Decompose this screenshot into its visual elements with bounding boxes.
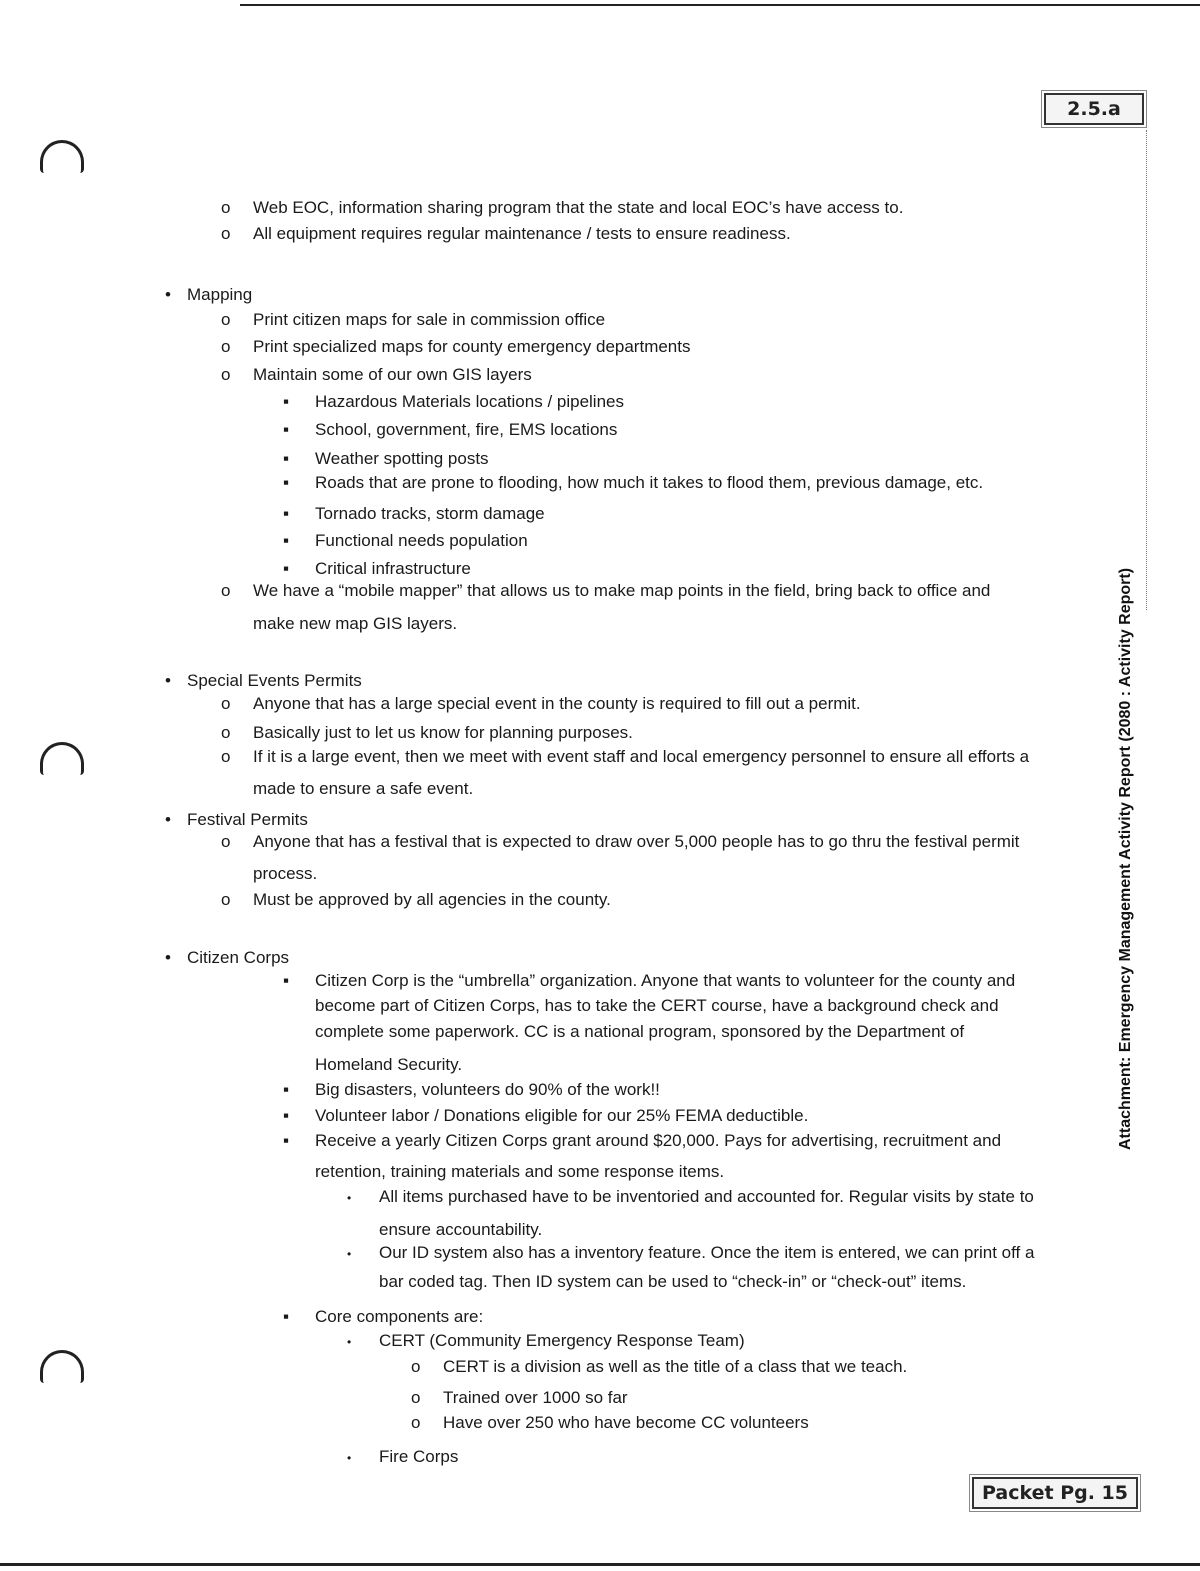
circle-bullet-icon [221, 335, 230, 359]
document-line: Functional needs population [315, 531, 528, 550]
document-line: Festival Permits [187, 810, 308, 829]
document-line: Critical infrastructure [315, 559, 471, 578]
document-line: Print citizen maps for sale in commission office [253, 310, 606, 329]
document-line: Tornado tracks, storm damage [315, 504, 545, 523]
disc-bullet-icon [165, 669, 171, 693]
document-line: Mapping [187, 285, 253, 304]
document-line: Maintain some of our own GIS layers [253, 365, 532, 384]
document-line: Volunteer labor / Donations eligible for our 25% FEMA deductible. [315, 1106, 809, 1125]
document-line: We have a “mobile mapper” that allows us to make map points in the field, bring back to office and [253, 581, 991, 600]
document-line: CERT (Community Emergency Response Team) [379, 1331, 745, 1350]
document-line: Hazardous Materials locations / pipelines [315, 392, 624, 411]
document-line: Big disasters, volunteers do 90% of the work!! [315, 1080, 660, 1099]
circle-bullet-icon [221, 692, 230, 716]
document-line: Citizen Corp is the “umbrella” organization. Anyone that wants to volunteer for the county and [315, 971, 1016, 990]
document-line: complete some paperwork. CC is a national program, sponsored by the Department of [315, 1022, 965, 1041]
circle-bullet-icon [221, 222, 230, 246]
square-bullet-icon [283, 390, 289, 414]
document-line: All items purchased have to be inventoried and accounted for. Regular visits by state to [379, 1187, 1034, 1206]
punch-hole-icon [40, 742, 84, 775]
bottom-rule [0, 1563, 1200, 1566]
document-line: Web EOC, information sharing program that the state and local EOC’s have access to. [253, 198, 904, 217]
document-line: bar coded tag. Then ID system can be used to “check-in” or “check-out” items. [379, 1272, 967, 1291]
document-line: All equipment requires regular maintenance / tests to ensure readiness. [253, 224, 791, 243]
document-line: If it is a large event, then we meet with event staff and local emergency personnel to ensure all efforts a [253, 747, 1030, 766]
square-bullet-icon [283, 969, 289, 993]
circle-bullet-icon [411, 1355, 420, 1379]
side-attachment-label: Attachment: Emergency Management Activity Report (2080 : Activity Report) [1117, 567, 1134, 1150]
document-line: Print specialized maps for county emergency departments [253, 337, 691, 356]
document-line: Core components are: [315, 1307, 484, 1326]
square-bullet-icon [283, 557, 289, 581]
packet-page-tag: Packet Pg. 15 [972, 1477, 1138, 1509]
scan-edge-marks [1146, 130, 1149, 610]
top-rule [240, 4, 1200, 6]
document-line: CERT is a division as well as the title of a class that we teach. [443, 1357, 908, 1376]
small-disc-bullet-icon [347, 1241, 351, 1266]
square-bullet-icon [283, 1104, 289, 1128]
document-line: ensure accountability. [379, 1220, 543, 1239]
small-disc-bullet-icon [347, 1185, 351, 1210]
circle-bullet-icon [221, 745, 230, 769]
document-line: Homeland Security. [315, 1055, 463, 1074]
section-tag: 2.5.a [1044, 93, 1144, 125]
document-line: Special Events Permits [187, 671, 362, 690]
square-bullet-icon [283, 471, 289, 495]
square-bullet-icon [283, 502, 289, 526]
document-line: Anyone that has a festival that is expected to draw over 5,000 people has to go thru the festival permit [253, 832, 1020, 851]
circle-bullet-icon [221, 308, 230, 332]
document-line: Our ID system also has a inventory feature. Once the item is entered, we can print off a [379, 1243, 1035, 1262]
circle-bullet-icon [221, 721, 230, 745]
punch-hole-icon [40, 140, 84, 173]
document-line: Anyone that has a large special event in the county is required to fill out a permit. [253, 694, 861, 713]
circle-bullet-icon [411, 1386, 420, 1410]
circle-bullet-icon [221, 888, 230, 912]
circle-bullet-icon [221, 830, 230, 854]
square-bullet-icon [283, 529, 289, 553]
square-bullet-icon [283, 1305, 289, 1329]
disc-bullet-icon [165, 946, 171, 970]
document-line: make new map GIS layers. [253, 614, 458, 633]
document-line: Citizen Corps [187, 948, 290, 967]
document-line: Roads that are prone to flooding, how much it takes to flood them, previous damage, etc. [315, 473, 984, 492]
document-line: Basically just to let us know for planning purposes. [253, 723, 633, 742]
circle-bullet-icon [221, 196, 230, 220]
document-line: Must be approved by all agencies in the county. [253, 890, 611, 909]
document-line: become part of Citizen Corps, has to take the CERT course, have a background check and [315, 996, 999, 1015]
document-line: made to ensure a safe event. [253, 779, 474, 798]
document-line: Weather spotting posts [315, 449, 489, 468]
disc-bullet-icon [165, 808, 171, 832]
document-line: process. [253, 864, 318, 883]
document-line: Trained over 1000 so far [443, 1388, 628, 1407]
disc-bullet-icon [165, 283, 171, 307]
document-line: retention, training materials and some response items. [315, 1162, 725, 1181]
document-line: School, government, fire, EMS locations [315, 420, 618, 439]
small-disc-bullet-icon [347, 1445, 351, 1470]
square-bullet-icon [283, 1078, 289, 1102]
document-line: Have over 250 who have become CC volunteers [443, 1413, 809, 1432]
circle-bullet-icon [221, 363, 230, 387]
circle-bullet-icon [221, 579, 230, 603]
square-bullet-icon [283, 447, 289, 471]
square-bullet-icon [283, 1129, 289, 1153]
small-disc-bullet-icon [347, 1329, 351, 1354]
document-line: Receive a yearly Citizen Corps grant around $20,000. Pays for advertising, recruitment and [315, 1131, 1002, 1150]
circle-bullet-icon [411, 1411, 420, 1435]
document-line: Fire Corps [379, 1447, 459, 1466]
square-bullet-icon [283, 418, 289, 442]
punch-hole-icon [40, 1350, 84, 1383]
